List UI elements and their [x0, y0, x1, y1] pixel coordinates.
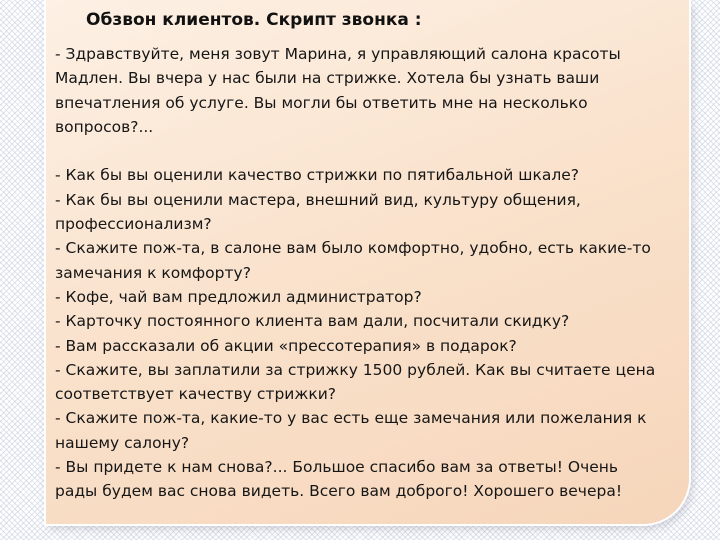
slide-title: Обзвон клиентов. Скрипт звонка : — [86, 10, 422, 30]
question-line: - Вам рассказали об акции «прессотерапия» в подарок? — [55, 336, 517, 355]
question-line: - Скажите пож-та, какие-то у вас есть еще замечания или пожелания к — [55, 409, 647, 428]
question-line: нашему салону? — [55, 433, 190, 452]
question-line: - Кофе, чай вам предложил администратор? — [55, 287, 422, 306]
intro-line: - Здравствуйте, меня зовут Марина, я управляющий салона красоты — [55, 45, 621, 63]
paragraph-gap — [55, 139, 687, 163]
intro-paragraph — [55, 42, 687, 139]
intro-line: впечатления об услуге. Вы могли бы ответить мне на несколько — [55, 93, 588, 112]
question-line: - Карточку постоянного клиента вам дали, посчитали скидку? — [55, 312, 570, 331]
question-line: рады будем вас снова видеть. Всего вам доброго! Хорошего вечера! — [55, 482, 623, 501]
question-line: замечания к комфорту? — [55, 263, 251, 282]
question-line: - Скажите, вы заплатили за стрижку 1500 рублей. Как вы считаете цена — [55, 360, 656, 379]
questions-paragraph — [55, 163, 687, 503]
question-line: - Вы придете к нам снова?... Большое спасибо вам за ответы! Очень — [55, 458, 619, 477]
question-line: соответствует качеству стрижки? — [55, 385, 336, 404]
intro-line: Мадлен. Вы вчера у нас были на стрижке. Хотела бы узнать ваши — [55, 69, 600, 88]
script-text — [55, 42, 687, 504]
question-line: - Скажите пож-та, в салоне вам было комфортно, удобно, есть какие-то — [55, 239, 651, 258]
question-line: - Как бы вы оценили качество стрижки по пятибальной шкале? — [55, 166, 579, 185]
intro-line: вопросов?... — [55, 117, 154, 136]
question-line: - Как бы вы оценили мастера, внешний вид, культуру общения, — [55, 190, 581, 209]
question-line: профессионализм? — [55, 215, 212, 234]
